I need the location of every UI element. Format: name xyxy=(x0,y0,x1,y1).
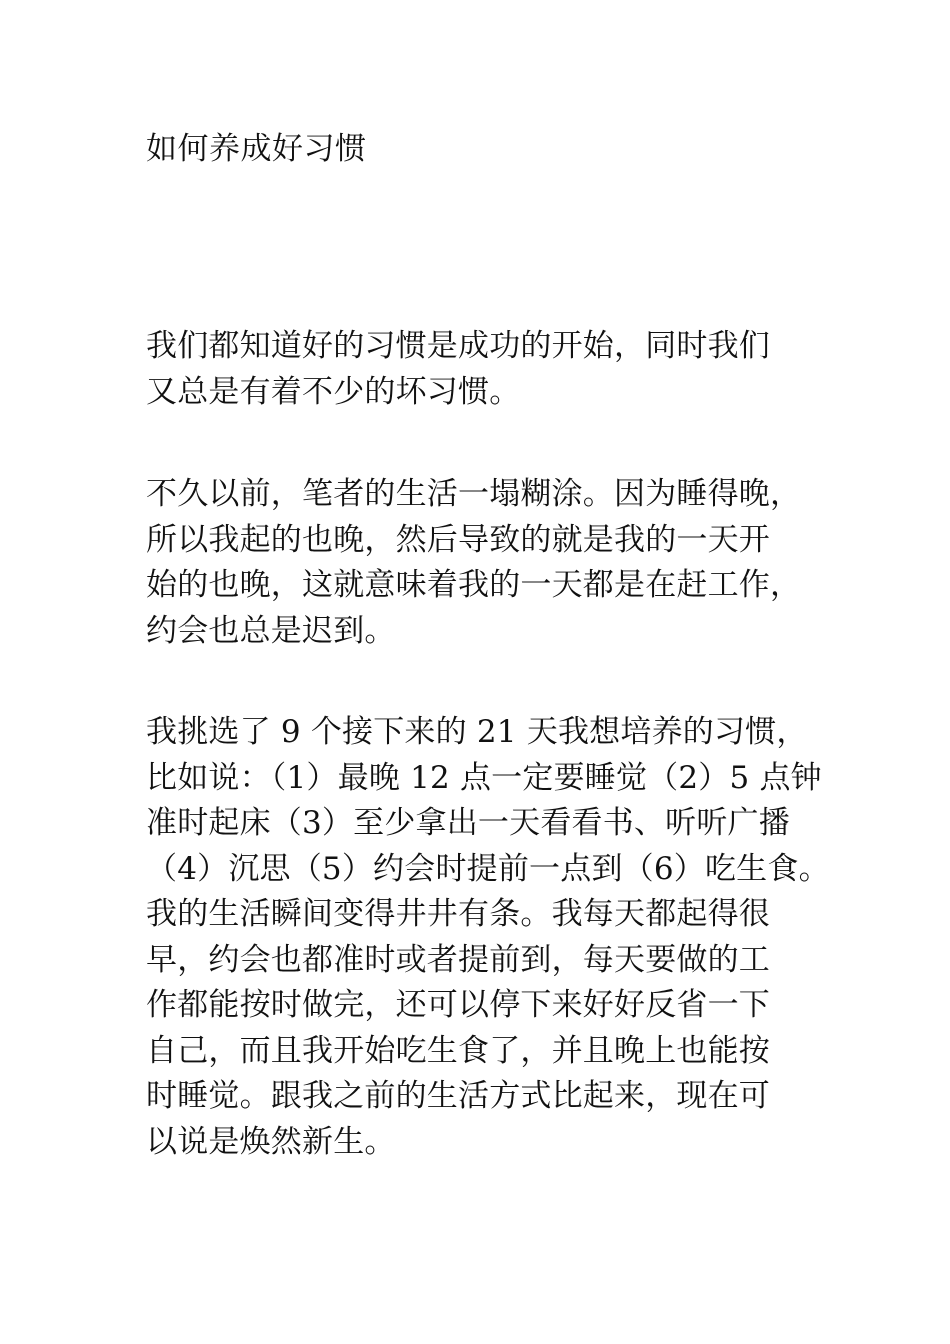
paragraph-line: 以说是焕然新生。 xyxy=(146,1123,396,1160)
paragraph-line: 时睡觉。跟我之前的生活方式比起来，现在可 xyxy=(146,1078,770,1114)
document-title: 如何养成好习惯 xyxy=(146,131,367,167)
paragraph-line: 作都能按时做完，还可以停下来好好反省一下 xyxy=(146,987,770,1023)
paragraph-line: 比如说：（1）最晚 12 点一定要睡觉（2）5 点钟 xyxy=(146,759,822,796)
paragraph-line: 又总是有着不少的坏习惯。 xyxy=(146,373,521,410)
paragraph-line: （4）沉思（5）约会时提前一点到（6）吃生食。 xyxy=(146,850,830,887)
paragraph-line: 我挑选了 9 个接下来的 21 天我想培养的习惯， xyxy=(146,714,808,750)
paragraph-line: 准时起床（3）至少拿出一天看看书、听听广播 xyxy=(146,805,790,841)
paragraph-line: 始的也晚，这就意味着我的一天都是在赶工作， xyxy=(146,567,802,603)
paragraph-line: 约会也总是迟到。 xyxy=(146,612,396,649)
paragraph-line: 自己，而且我开始吃生食了，并且晚上也能按 xyxy=(146,1032,770,1069)
paragraph-line: 所以我起的也晚，然后导致的就是我的一天开 xyxy=(146,521,770,558)
paragraph-new-habits xyxy=(146,710,830,1165)
paragraph-line: 不久以前，笔者的生活一塌糊涂。因为睡得晚， xyxy=(146,476,802,512)
paragraph-line: 早，约会也都准时或者提前到，每天要做的工 xyxy=(146,941,770,978)
paragraph-line: 我们都知道好的习惯是成功的开始，同时我们 xyxy=(146,328,770,364)
paragraph-past-life xyxy=(146,472,801,654)
paragraph-line: 我的生活瞬间变得井井有条。我每天都起得很 xyxy=(146,896,770,932)
paragraph-intro xyxy=(146,324,770,415)
